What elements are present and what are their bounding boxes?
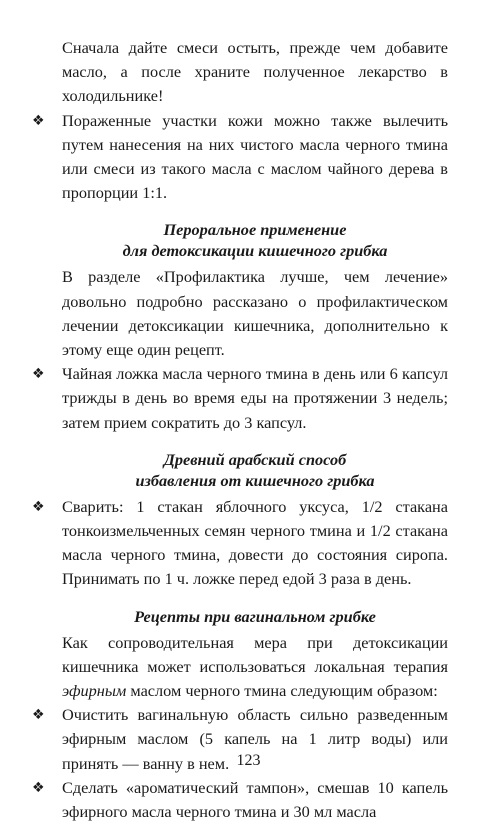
section-heading-oral xyxy=(62,219,448,261)
list-item-vinegar xyxy=(32,495,448,592)
heading-line: Пероральное применение xyxy=(163,220,347,240)
list-item-text: Сварить: 1 стакан яблочного уксуса, 1/2 стакана тонкоизмельченных семян черного тмина и 1/2 стакана масла черного тмина, довести до состояния сиропа. Принимать по 1 ч. ложке перед едой 3 раза в день. xyxy=(62,496,448,589)
list-item-teaspoon xyxy=(32,362,448,435)
paragraph-italic-term: эфирным xyxy=(62,681,127,701)
list-item-text: Пораженные участки кожи можно также вылечить путем нанесения на них чистого масла черного тмина или смеси из такого масла с маслом чайного дерева в пропорции 1:1. xyxy=(62,110,448,203)
bullet-icon: ❖ xyxy=(32,707,45,724)
bullet-icon: ❖ xyxy=(32,498,45,515)
page-number: 123 xyxy=(236,752,261,769)
page-body xyxy=(32,36,448,824)
paragraph-local-therapy xyxy=(62,631,448,704)
paragraph-intro: Сначала дайте смеси остыть, прежде чем добавите масло, а после храните полученное лекарство в холодильнике! xyxy=(62,38,448,106)
heading-line: для детоксикации кишечного грибка xyxy=(122,241,388,261)
bullet-icon: ❖ xyxy=(32,112,45,129)
bullet-icon: ❖ xyxy=(32,779,45,796)
paragraph-prevention xyxy=(62,265,448,362)
paragraph-text-start: Как сопроводительная мера при детоксикации кишечника может использоваться локальная терапия xyxy=(62,632,448,676)
section-heading-arabic xyxy=(62,449,448,491)
list-item-text: Очистить вагинальную область сильно разведенным эфирным маслом (5 капель на 1 литр воды) или принять — ванну в нем. xyxy=(62,705,448,773)
list-item-skin xyxy=(32,109,448,206)
list-item-text: Чайная ложка масла черного тмина в день или 6 капсул трижды в день во время еды на протяжении 3 недель; затем прием сократить до 3 капсул. xyxy=(62,364,448,432)
heading-line: Рецепты при вагинальном грибке xyxy=(134,606,376,626)
heading-line: Древний арабский способ xyxy=(163,449,347,469)
paragraph-text: В разделе «Профилактика лучше, чем лечение» довольно подробно рассказано о профилактическом лечении детоксикации кишечника, дополнительно к этому еще один рецепт. xyxy=(62,267,448,360)
heading-line: избавления от кишечного грибка xyxy=(135,470,375,490)
paragraph-text-end: маслом черного тмина следующим образом: xyxy=(126,681,438,701)
section-heading-vaginal xyxy=(62,606,448,627)
list-item-text: Сделать «ароматический тампон», смешав 10 капель эфирного масла черного тмина и 30 мл масла xyxy=(62,777,448,822)
bullet-icon: ❖ xyxy=(32,366,45,383)
